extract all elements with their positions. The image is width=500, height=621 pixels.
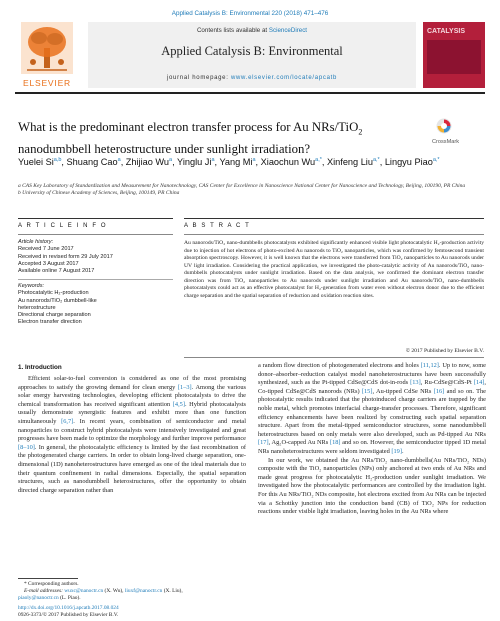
keyword-item: Au nanorods/TiO₂ dumbbell-like (18, 297, 97, 304)
abstract-text: Au nanorods/TiO₂ nano-dumbbells photocatalysts exhibited significantly enhanced visible light photocatalytic H₂-production activity due to injection of hot electrons of photo-excited Au nanorods to TiO₂ nanoparticles, which was confirmed by femtosecond transient absorption spectroscopy. However, it is well known that the electrons were transferred from TiO₂ nanoparticles to Au nanorods under UV light irradiation. Considering the practical application, we investigated the photo-catalytic activity of Au nanorods/TiO₂ nano-dumbbells photocatalysts under sunlight irradiation. Based on the data analysis, we confirmed the dominant electron transfer direction was from TiO₂ nanoparticles to Au nanorods under sunlight irradiation and Au nanorods/TiO₂ nano-dumbbells photocatalysts could act as an effective photocatalyst for H₂-generation from water even without electron donor due to the efficient charge separation and the spatial separation of reduction and oxidation reaction sites. (184, 240, 484, 299)
paragraph-text: , Ag₂O-capped Au NRs (268, 439, 330, 447)
homepage-link[interactable]: www.elsevier.com/locate/apcatb (230, 75, 338, 81)
history-received: Received 7 June 2017 (18, 246, 74, 253)
introduction-heading: 1. Introduction (18, 364, 62, 371)
author-affiliation-mark[interactable]: a,* (432, 157, 440, 163)
journal-reference[interactable]: Applied Catalysis B: Environmental 220 (2018) 471–476 (171, 10, 329, 17)
author-separator: , (214, 157, 220, 168)
contents-prefix: Contents lists available at (196, 27, 269, 34)
article-history-label: Article history: (18, 239, 54, 245)
author-affiliation-mark[interactable]: a (169, 157, 173, 163)
author-affiliation-mark[interactable]: a (211, 157, 215, 163)
paragraph-text: . In general, the photocatalytic efficiency is limited by the fast recombination of the photogenerated charge carriers. In order to obtain long-lived charge separation, one-dimensional (1D) nanoheterostructures have emerged as one of the ideal materials due to their quantum confinement in radial dimensions. Especially, the spatial separation structures, such as nanodumbbell heterostructures, offer the opportunity to obtain directed charge separation rather than (18, 443, 246, 494)
author-name[interactable]: Xiaochun Wu (260, 157, 316, 168)
article-info-heading: A R T I C L E I N F O (18, 223, 108, 229)
email-line (18, 588, 246, 595)
intro-left-column (18, 375, 246, 495)
journal-cover-thumbnail[interactable] (423, 22, 485, 88)
abstract-copyright: © 2017 Published by Elsevier B.V. (405, 348, 484, 354)
author-separator: , (255, 157, 261, 168)
journal-name: Applied Catalysis B: Environmental (161, 44, 343, 58)
citation-link[interactable]: [4,5] (172, 400, 185, 408)
title-line1: What is the predominant electron transfer process for Au NRs/TiO (18, 120, 359, 134)
citation-link[interactable]: [1–3] (177, 383, 192, 391)
footnote-rule (18, 578, 78, 579)
author-name[interactable]: Yang Mi (219, 157, 253, 168)
header-divider (15, 92, 485, 94)
author-name[interactable]: Yuelei Si (18, 157, 54, 168)
email-label: E-mail addresses: (24, 588, 65, 594)
sciencedirect-link[interactable]: ScienceDirect (268, 27, 308, 34)
abstract-heading: A B S T R A C T (184, 223, 251, 229)
email-owner: (X. Wu), (103, 588, 125, 594)
history-online: Available online 7 August 2017 (18, 268, 95, 275)
citation-link[interactable]: [15] (361, 387, 373, 395)
paragraph-text: . Up to now, some donor–absorber–reduction catalyst model nanoheterostructures have been successfully synthesized, such as the Pt-tipped CdSe@CdS dot-in-rods (258, 362, 486, 387)
title-line2: nanodumbbell heterostructure under sunlight irradiation? (18, 141, 311, 156)
keyword-item: Directional charge separation (18, 312, 91, 319)
homepage-prefix: journal homepage: (166, 75, 231, 81)
author-name[interactable]: Yinglu Ji (177, 157, 212, 168)
paragraph-text: . (401, 447, 404, 455)
author-separator: , (321, 157, 327, 168)
author-affiliation-mark[interactable]: a,* (372, 157, 380, 163)
author-name[interactable]: Lingyu Piao (384, 157, 433, 168)
intro-paragraph: In our work, we obtained the Au NRs/TiO₂ nano-dumbbells(Au NRs/TiO₂ NDs) composite with the TiO₂ nanoparticles (NPs) only anchored at two ends of Au NRs and made great progress for photocatalytic H₂-production under sunlight irradiation. We investigated how the photocatalytic performances are controlled by the irradiation light. For this Au NRs/TiO₂ NDs composite, hot electrons excited from Au NRs can be injected via a Schottky junction into the conduction band (CB) of TiO₂ NPs for reduction reactions under visible light irradiation, leaving holes in the Au NRs where (258, 456, 486, 516)
email-link[interactable]: liuxf@nanoctr.cn (124, 588, 163, 594)
author-affiliation-mark[interactable]: a,b (53, 157, 62, 163)
crossmark-icon (436, 118, 452, 134)
affiliation-b: b University of Chinese Academy of Sciences, Beijing, 100149, PR China (18, 190, 180, 197)
author-separator: , (172, 157, 178, 168)
email-link[interactable]: piaoly@nanoctr.cn (18, 595, 59, 601)
author-name[interactable]: Zhijiao Wu (125, 157, 170, 168)
history-revised: Received in revised form 29 July 2017 (18, 253, 113, 260)
paragraph-text: . Hybrid photocatalysts usually demonstrate synergistic features and exhibit more than one function simultaneously (18, 400, 246, 425)
paragraph-text: . In recent years, combination of semiconductor and metal nanoparticles to construct hybrid photocatalysts were intensively investigated and great progresses have been made to optimize the morphology and further improve performance (18, 417, 246, 443)
paragraph-text: , Au-tipped CdSe NRs (372, 387, 434, 395)
email-link[interactable]: wuxc@nanoctr.cn (64, 588, 104, 594)
intro-right-column (258, 362, 486, 517)
issn-line: 0926-3373/© 2017 Published by Elsevier B.V. (18, 612, 119, 618)
article-info-bottom-rule (18, 234, 173, 235)
paragraph-text: and so on. However, the semiconductor tipped 1D metal NRs nanoheterostructures were seldom investigated (258, 439, 486, 455)
affiliations (18, 183, 488, 198)
article-title (18, 119, 418, 158)
keywords-label: Keywords: (18, 282, 45, 289)
keyword-item: heterostructure (18, 304, 56, 311)
intro-paragraph (258, 362, 486, 457)
abstract-end-rule (184, 357, 484, 358)
author-separator: , (379, 157, 385, 168)
abstract-bottom-rule (184, 234, 484, 235)
corresponding-label: * Corresponding authors. (24, 581, 79, 587)
affiliation-a: a CAS Key Laboratory of Standardization and Measurement for Nanotechnology, CAS Center for Excellence in Nanoscience National Center for Nanoscience and Technology, Beijing, 100190, PR China (18, 183, 466, 189)
paragraph-text: , Ru-CdSe@CdS-Pt (420, 379, 474, 387)
citation-link[interactable]: [19] (391, 447, 402, 455)
author-affiliation-mark[interactable]: a (252, 157, 256, 163)
journal-header (15, 22, 485, 88)
citation-link[interactable]: [17] (258, 439, 269, 447)
keywords-divider (18, 279, 173, 280)
author-affiliation-mark[interactable]: a,* (315, 157, 322, 163)
citation-link[interactable]: [11,12] (420, 362, 439, 369)
crossmark-badge[interactable] (432, 118, 492, 145)
citation-link[interactable]: [6,7] (61, 417, 74, 425)
paragraph-text: Efficient solar-to-fuel conversion is considered as one of the most promising approaches to satisfy the growing demand for clean energy (18, 375, 246, 391)
keyword-item: Photocatalytic H₂-production (18, 290, 89, 297)
elsevier-logo[interactable] (15, 22, 79, 88)
article-info (18, 239, 173, 327)
elsevier-wordmark: ELSEVIER (23, 78, 71, 88)
author-separator: , (120, 157, 126, 168)
email-owner: (X. Liu), (162, 588, 183, 594)
article-info-top-rule (18, 218, 173, 219)
journal-homepage (88, 75, 416, 81)
journal-banner (88, 22, 416, 88)
author-list (18, 154, 488, 169)
email-line (18, 595, 246, 602)
title-subscript: 2 (358, 127, 363, 137)
citation-link[interactable]: [16] (433, 387, 445, 395)
citation-link[interactable]: [13] (410, 379, 421, 387)
history-accepted: Accepted 3 August 2017 (18, 260, 79, 267)
citation-link[interactable]: [8–10] (18, 443, 35, 451)
paragraph-text: , Co-tipped CdSe@CdS nanorods (NRs) (258, 379, 487, 395)
paragraph-text: and so on. The photocatalytic results indicated that the photoinduced charge carriers are trapped by the noble metal, which promotes interfacial charge-transfer processes. Therefore, significant efficiency enhancements have been realized by constructing such spatial separation structure. Apart from the metal-tipped semiconductor structures, some nanodumbbell heterostructures based on only metals were also developed, such as Pd-tipped Au NRs (258, 387, 486, 438)
citation-link[interactable]: [18] (329, 439, 341, 447)
author-affiliation-mark[interactable]: a (117, 157, 121, 163)
cover-band (427, 40, 481, 74)
abstract-top-rule (184, 218, 484, 219)
keyword-item: Electron transfer direction (18, 319, 82, 326)
author-name[interactable]: Shuang Cao (66, 157, 118, 168)
author-name[interactable]: Xinfeng Liu (326, 157, 373, 168)
paragraph-text: a random flow direction of photogenerated electrons and holes (258, 362, 421, 369)
corresponding-footnote (18, 581, 246, 602)
doi-block (18, 605, 246, 619)
crossmark-label: CrossMark (432, 139, 460, 145)
email-owner: (L. Piao). (58, 595, 81, 601)
elsevier-tree-icon (21, 22, 73, 74)
author-separator: , (61, 157, 67, 168)
contents-availability (88, 27, 416, 34)
citation-link[interactable]: [14] (473, 379, 485, 387)
doi-link[interactable]: http://dx.doi.org/10.1016/j.apcatb.2017.08.024 (18, 605, 119, 611)
cover-title: CATALYSIS (427, 28, 465, 35)
paragraph-text: . Among the various solar energy harvesting technologies, developing efficient photocatalysts to drive the chemical transformation has received significant attention (18, 383, 247, 408)
